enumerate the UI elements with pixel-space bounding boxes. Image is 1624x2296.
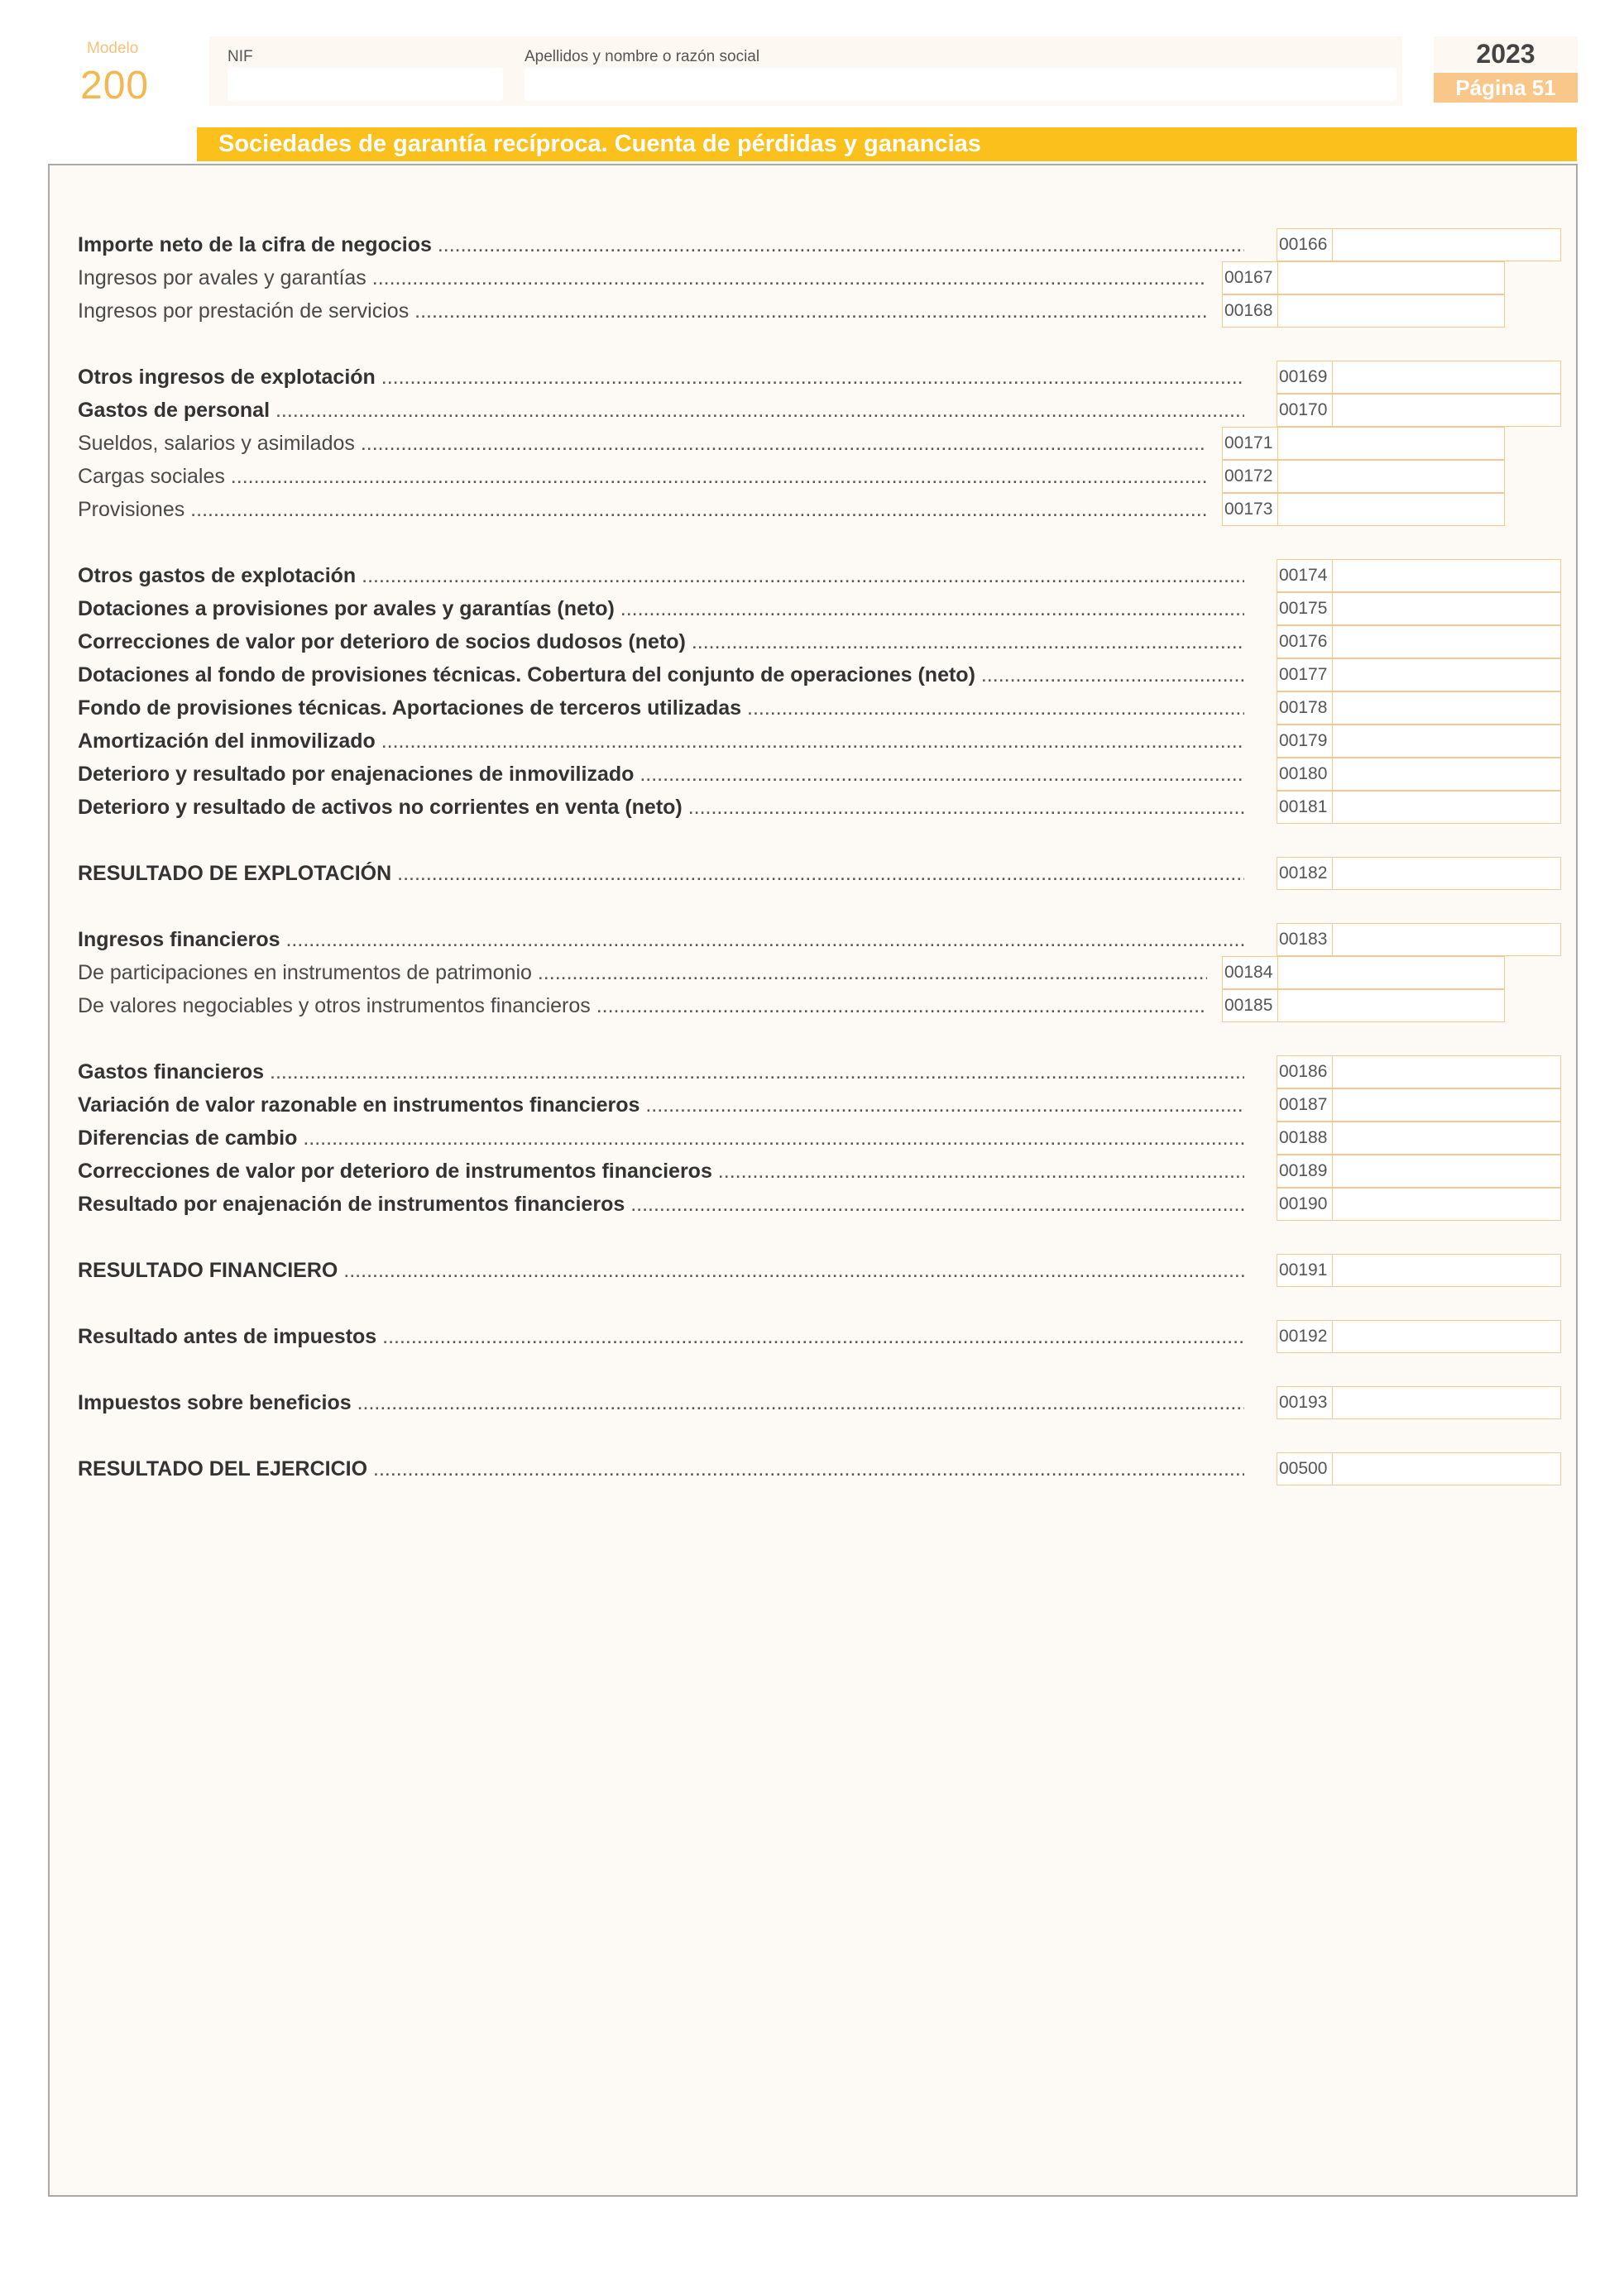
box-code: 00189 xyxy=(1277,1155,1333,1188)
row-label: Fondo de provisiones técnicas. Aportaciones de terceros utilizadas ..... xyxy=(78,696,1244,720)
box-code: 00173 xyxy=(1222,493,1278,526)
amount-input-00186[interactable] xyxy=(1333,1055,1561,1088)
box-code: 00500 xyxy=(1277,1452,1333,1485)
amount-input-00176[interactable] xyxy=(1333,625,1561,658)
row-label: RESULTADO FINANCIERO ..... xyxy=(78,1259,1244,1282)
amount-input-00182[interactable] xyxy=(1333,857,1561,890)
row-label: Dotaciones al fondo de provisiones técnicas. Cobertura del conjunto de operaciones (neto) ..... xyxy=(78,663,1244,686)
box-code: 00175 xyxy=(1277,592,1333,625)
amount-input-00187[interactable] xyxy=(1333,1088,1561,1122)
modelo-number: 200 xyxy=(80,64,150,108)
row-label: Ingresos financieros ..... xyxy=(78,928,1244,951)
row-label: Ingresos por avales y garantías ..... xyxy=(78,266,1207,289)
box-code: 00193 xyxy=(1277,1386,1333,1419)
amount-input-00184[interactable] xyxy=(1278,956,1505,989)
row-label: Provisiones ..... xyxy=(78,498,1207,521)
box-code: 00184 xyxy=(1222,956,1278,989)
row-label: De participaciones en instrumentos de patrimonio ..... xyxy=(78,961,1207,984)
name-label: Apellidos y nombre o razón social xyxy=(525,48,760,65)
box-code: 00181 xyxy=(1277,791,1333,824)
box-code: 00186 xyxy=(1277,1055,1333,1088)
amount-input-00192[interactable] xyxy=(1333,1320,1561,1353)
row-label: Sueldos, salarios y asimilados ..... xyxy=(78,432,1207,455)
amount-input-00183[interactable] xyxy=(1333,923,1561,956)
year: 2023 xyxy=(1434,36,1578,71)
row-label: Impuestos sobre beneficios ..... xyxy=(78,1391,1244,1414)
page-badge: Página 51 xyxy=(1434,73,1578,103)
row-label: Gastos financieros ..... xyxy=(78,1060,1244,1083)
box-code: 00180 xyxy=(1277,758,1333,791)
amount-input-00500[interactable] xyxy=(1333,1452,1561,1485)
row-label: RESULTADO DE EXPLOTACIÓN ..... xyxy=(78,862,1244,885)
amount-input-00173[interactable] xyxy=(1278,493,1505,526)
amount-input-00166[interactable] xyxy=(1333,228,1561,261)
amount-input-00180[interactable] xyxy=(1333,758,1561,791)
amount-input-00170[interactable] xyxy=(1333,394,1561,427)
amount-input-00185[interactable] xyxy=(1278,989,1505,1022)
box-code: 00188 xyxy=(1277,1122,1333,1155)
box-code: 00171 xyxy=(1222,427,1278,460)
amount-input-00191[interactable] xyxy=(1333,1254,1561,1287)
taxpayer-id-band xyxy=(209,36,1402,106)
nif-label: NIF xyxy=(228,48,253,65)
amount-input-00172[interactable] xyxy=(1278,460,1505,493)
amount-input-00189[interactable] xyxy=(1333,1155,1561,1188)
box-code: 00178 xyxy=(1277,691,1333,725)
modelo-label: Modelo xyxy=(87,40,139,57)
box-code: 00168 xyxy=(1222,294,1278,328)
box-code: 00192 xyxy=(1277,1320,1333,1353)
box-code: 00174 xyxy=(1277,559,1333,592)
row-label: RESULTADO DEL EJERCICIO ..... xyxy=(78,1457,1244,1480)
row-label: Correcciones de valor por deterioro de socios dudosos (neto) ..... xyxy=(78,630,1244,653)
box-code: 00179 xyxy=(1277,725,1333,758)
row-label: Deterioro y resultado por enajenaciones de inmovilizado ..... xyxy=(78,763,1244,786)
amount-input-00188[interactable] xyxy=(1333,1122,1561,1155)
row-label: Resultado antes de impuestos ..... xyxy=(78,1325,1244,1348)
box-code: 00190 xyxy=(1277,1188,1333,1221)
row-label: Resultado por enajenación de instrumentos financieros ..... xyxy=(78,1193,1244,1216)
row-label: Gastos de personal ..... xyxy=(78,399,1244,422)
amount-input-00178[interactable] xyxy=(1333,691,1561,725)
box-code: 00183 xyxy=(1277,923,1333,956)
box-code: 00172 xyxy=(1222,460,1278,493)
row-label: Ingresos por prestación de servicios ..... xyxy=(78,299,1207,323)
row-label: Variación de valor razonable en instrumentos financieros ..... xyxy=(78,1093,1244,1117)
nif-field[interactable] xyxy=(228,68,503,101)
amount-input-00174[interactable] xyxy=(1333,559,1561,592)
amount-input-00190[interactable] xyxy=(1333,1188,1561,1221)
box-code: 00191 xyxy=(1277,1254,1333,1287)
box-code: 00167 xyxy=(1222,261,1278,294)
box-code: 00166 xyxy=(1277,228,1333,261)
row-label: Correcciones de valor por deterioro de instrumentos financieros ..... xyxy=(78,1160,1244,1183)
box-code: 00187 xyxy=(1277,1088,1333,1122)
amount-input-00171[interactable] xyxy=(1278,427,1505,460)
section-title: Sociedades de garantía recíproca. Cuenta de pérdidas y ganancias xyxy=(197,127,1577,161)
row-label: Amortización del inmovilizado ..... xyxy=(78,729,1244,753)
box-code: 00176 xyxy=(1277,625,1333,658)
amount-input-00167[interactable] xyxy=(1278,261,1505,294)
box-code: 00177 xyxy=(1277,658,1333,691)
amount-input-00193[interactable] xyxy=(1333,1386,1561,1419)
row-label: Otros gastos de explotación ..... xyxy=(78,564,1244,587)
box-code: 00182 xyxy=(1277,857,1333,890)
row-label: Importe neto de la cifra de negocios ..... xyxy=(78,233,1244,256)
amount-input-00179[interactable] xyxy=(1333,725,1561,758)
box-code: 00170 xyxy=(1277,394,1333,427)
row-label: De valores negociables y otros instrumentos financieros ..... xyxy=(78,994,1207,1017)
box-code: 00169 xyxy=(1277,361,1333,394)
name-field[interactable] xyxy=(525,68,1396,101)
row-label: Cargas sociales ..... xyxy=(78,465,1207,488)
row-label: Dotaciones a provisiones por avales y garantías (neto) ..... xyxy=(78,597,1244,620)
amount-input-00169[interactable] xyxy=(1333,361,1561,394)
amount-input-00175[interactable] xyxy=(1333,592,1561,625)
row-label: Deterioro y resultado de activos no corrientes en venta (neto) ..... xyxy=(78,796,1244,819)
row-label: Diferencias de cambio ..... xyxy=(78,1126,1244,1150)
box-code: 00185 xyxy=(1222,989,1278,1022)
amount-input-00168[interactable] xyxy=(1278,294,1505,328)
amount-input-00181[interactable] xyxy=(1333,791,1561,824)
amount-input-00177[interactable] xyxy=(1333,658,1561,691)
row-label: Otros ingresos de explotación ..... xyxy=(78,366,1244,389)
